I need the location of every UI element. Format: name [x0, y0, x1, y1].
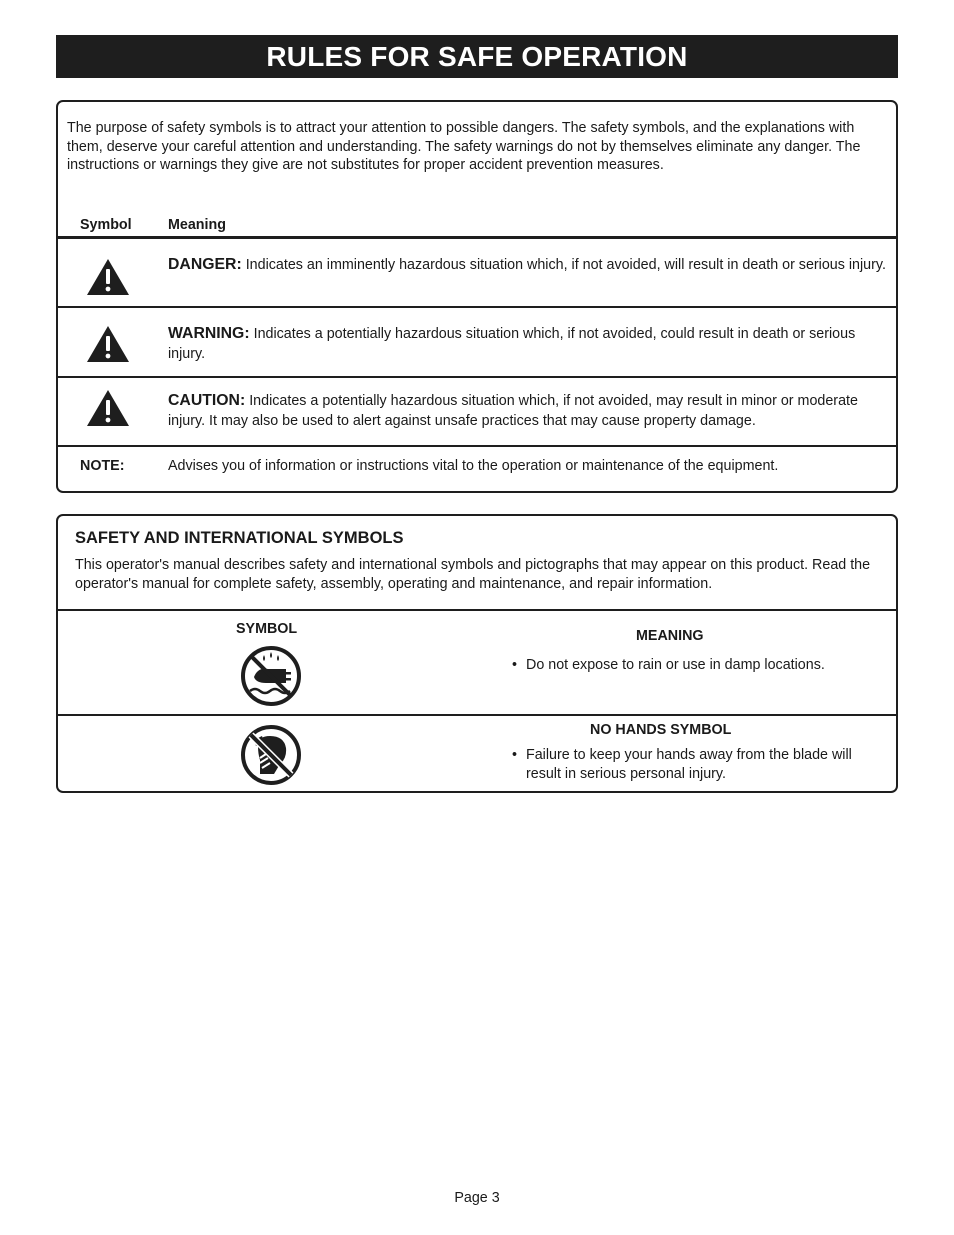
page-title: RULES FOR SAFE OPERATION: [56, 35, 898, 78]
safety-symbols-box: [56, 100, 898, 493]
row-divider: [58, 306, 896, 308]
column-header-meaning: Meaning: [168, 217, 226, 233]
section-divider: [58, 609, 896, 611]
note-text: Advises you of information or instructions vital to the operation or maintenance of the equipment.: [168, 458, 779, 474]
note-label: NOTE:: [80, 458, 125, 474]
safety-intro-text: The purpose of safety symbols is to attract your attention to possible dangers. The safety symbols, and the explanations with them, deserve your careful attention and understanding. The safety warnings do not by themselves eliminate any danger. The instructions or warnings they give are not substitutes for proper accident prevention measures.: [67, 120, 861, 174]
danger-term: DANGER:: [168, 256, 242, 273]
column-header-symbol: Symbol: [80, 217, 132, 233]
section-title: SAFETY AND INTERNATIONAL SYMBOLS: [75, 529, 404, 547]
warning-triangle-icon: [86, 325, 130, 363]
danger-definition: [168, 255, 892, 276]
danger-text: Indicates an imminently hazardous situation which, if not avoided, will result in death or serious injury.: [245, 257, 886, 273]
international-symbols-box: [56, 514, 898, 793]
caution-term: CAUTION:: [168, 392, 246, 409]
row-divider: [58, 376, 896, 378]
warning-term: WARNING:: [168, 325, 250, 342]
no-rain-icon: [240, 645, 302, 707]
column-header-symbol: SYMBOL: [236, 621, 298, 637]
warning-triangle-icon: [86, 389, 130, 427]
caution-text: Indicates a potentially hazardous situation which, if not avoided, may result in minor or moderate injury. It may also be used to alert against unsafe practices that may cause property damage.: [168, 393, 858, 429]
row-divider: [58, 714, 896, 716]
page-number: Page 3: [454, 1190, 500, 1206]
no-rain-meaning: • Do not expose to rain or use in damp locations.: [510, 656, 890, 675]
no-hands-heading: NO HANDS SYMBOL: [590, 722, 732, 738]
warning-text: Indicates a potentially hazardous situation which, if not avoided, could result in death or serious injury.: [168, 326, 856, 362]
section-description: This operator's manual describes safety and international symbols and pictographs that may appear on this product. Read the operator's manual for complete safety, assembly, operating and maintenance, and repair information.: [75, 557, 871, 592]
no-hands-icon: [240, 724, 302, 786]
row-divider: [58, 445, 896, 447]
warning-triangle-icon: [86, 258, 130, 296]
no-hands-meaning: • Failure to keep your hands away from the blade will result in serious personal injury.: [510, 746, 890, 784]
warning-definition: [168, 324, 892, 364]
table-header-divider: [58, 236, 896, 239]
caution-definition: [168, 391, 892, 431]
column-header-meaning: MEANING: [636, 628, 704, 644]
